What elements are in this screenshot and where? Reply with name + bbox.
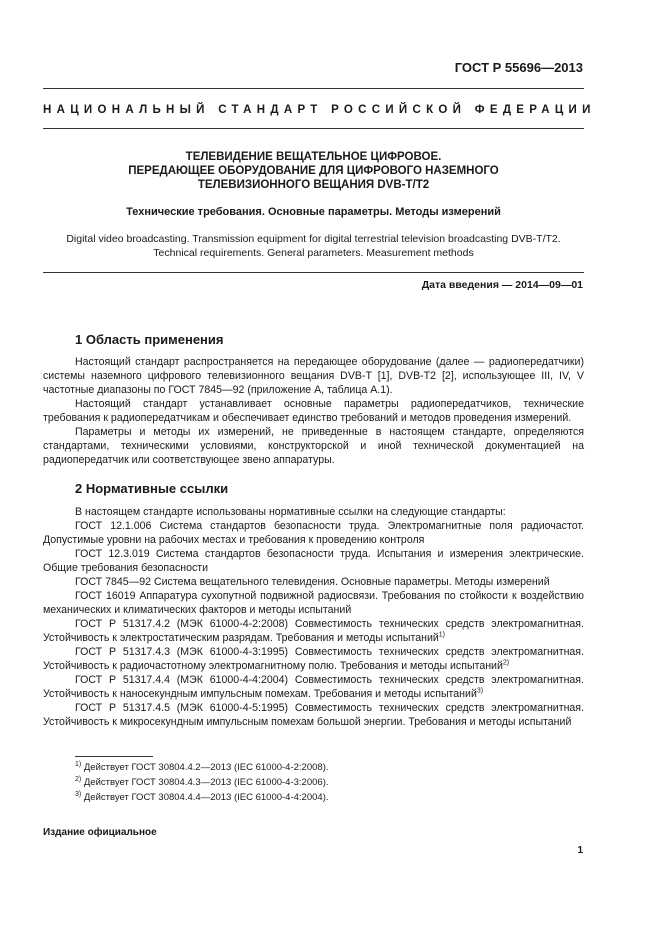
section-1-paragraph-2: Настоящий стандарт устанавливает основные параметры радиопередатчиков, технические требования к радиопередатчикам и обеспечивает единство требований и методов проведения измерений. — [43, 398, 584, 424]
edition-label: Издание официальное — [43, 827, 157, 838]
section-1-paragraph-3: Параметры и методы их измерений, не приведенные в настоящем стандарте, определяются стандартами, техническими условиями, конструкторской и иной технической документацией на радиопередатчик или соответствующее звено аппаратуры. — [43, 426, 584, 466]
national-standard-heading: НАЦИОНАЛЬНЫЙ СТАНДАРТ РОССИЙСКОЙ ФЕДЕРАЦИИ — [43, 104, 596, 116]
reference-item: ГОСТ Р 51317.4.2 (МЭК 61000-4-2:2008) Совместимость технических средств электромагнитная. Устойчивость к электростатическим разрядам. Требования и методы испытаний$^{1)}$ — [43, 618, 584, 644]
title-line-2: ПЕРЕДАЮЩЕЕ ОБОРУДОВАНИЕ ДЛЯ ЦИФРОВОГО НАЗЕМНОГО — [128, 165, 499, 177]
document-subtitle: Технические требования. Основные параметры. Методы измерений — [126, 206, 501, 218]
reference-item: ГОСТ Р 51317.4.4 (МЭК 61000-4-4:2004) Совместимость технических средств электромагнитная. Устойчивость к наносекундным импульсным помехам. Требования и методы испытаний$^{3)}$ — [43, 674, 584, 700]
reference-item: ГОСТ Р 51317.4.5 (МЭК 61000-4-5:1995) Совместимость технических средств электромагнитная. Устойчивость к микросекундным импульсным помехам большой энергии. Требования и методы испытаний — [43, 702, 584, 728]
section-1-paragraph-1: Настоящий стандарт распространяется на передающее оборудование (далее — радиопередатчики) системы наземного цифрового телевизионного вещания DVB-T [1], DVB-T2 [2], использующее III, IV, V частотные диапазоны по ГОСТ 7845—92 (приложение А, таблица А.1). — [43, 356, 584, 396]
reference-item: ГОСТ 12.3.019 Система стандартов безопасности труда. Испытания и измерения электрические. Общие требования безопасности — [43, 548, 584, 574]
section-2-intro: В настоящем стандарте использованы нормативные ссылки на следующие стандарты: — [75, 506, 506, 518]
footnote-ref: 3) — [476, 687, 484, 695]
footnote: $^{2)}$ Действует ГОСТ 30804.4.3—2013 (IEC 61000-4-3:2006). — [75, 775, 329, 788]
page-number: 1 — [577, 845, 583, 856]
header-rule-bottom — [43, 128, 584, 129]
footnote: $^{1)}$ Действует ГОСТ 30804.4.2—2013 (IEC 61000-4-2:2008). — [75, 760, 329, 773]
footnote-ref: 2) — [502, 659, 510, 667]
document-title — [43, 150, 584, 192]
section-1-heading: 1 Область применения — [75, 332, 224, 347]
reference-item: ГОСТ 12.1.006 Система стандартов безопасности труда. Электромагнитные поля радиочастот. Допустимые уровни на рабочих местах и требования к проведению контроля — [43, 520, 584, 546]
header-rule-top — [43, 88, 584, 89]
reference-item: ГОСТ Р 51317.4.3 (МЭК 61000-4-3:1995) Совместимость технических средств электромагнитная. Устойчивость к радиочастотному электромагнитному полю. Требования и методы испытаний$^{2)}$ — [43, 646, 584, 672]
title-line-1: ТЕЛЕВИДЕНИЕ ВЕЩАТЕЛЬНОЕ ЦИФРОВОЕ. — [185, 151, 442, 163]
reference-item: ГОСТ 16019 Аппаратура сухопутной подвижной радиосвязи. Требования по стойкости к воздействию механических и климатических факторов и методы испытаний — [43, 590, 584, 616]
footnote-ref: 1) — [438, 631, 446, 639]
footnote-rule — [75, 756, 153, 757]
intro-date: Дата введения — 2014—09—01 — [421, 279, 583, 291]
intro-date-rule — [43, 272, 584, 273]
title-line-3: ТЕЛЕВИЗИОННОГО ВЕЩАНИЯ DVB-T/T2 — [197, 179, 430, 191]
footnote: $^{3)}$ Действует ГОСТ 30804.4.4—2013 (IEC 61000-4-4:2004). — [75, 790, 329, 803]
english-title — [43, 232, 584, 260]
standard-number: ГОСТ Р 55696—2013 — [454, 60, 583, 75]
english-title-line-2: Technical requirements. General parameters. Measurement methods — [153, 247, 474, 259]
english-title-line-1: Digital video broadcasting. Transmission equipment for digital terrestrial television broadcasting DVB-T/T2. — [66, 233, 561, 245]
reference-item: ГОСТ 7845—92 Система вещательного телевидения. Основные параметры. Методы измерений — [75, 576, 550, 588]
section-2-heading: 2 Нормативные ссылки — [75, 481, 229, 496]
